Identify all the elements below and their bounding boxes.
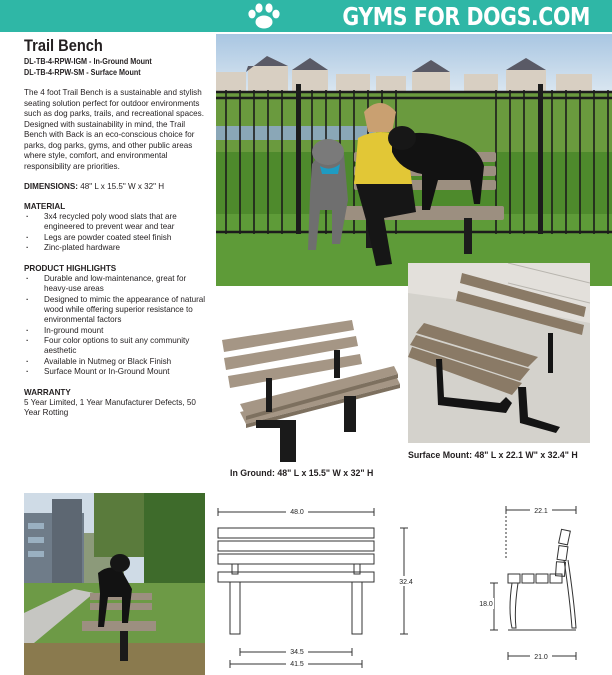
dimensions-label: DIMENSIONS: — [24, 182, 78, 191]
dim-side-base: 21.0 — [534, 654, 548, 661]
product-title: Trail Bench — [24, 36, 103, 55]
dim-front-base: 41.5 — [290, 661, 304, 668]
highlights-heading: PRODUCT HIGHLIGHTS — [24, 264, 117, 274]
dim-side-seat-height: 18.0 — [479, 601, 493, 608]
list-item: · Legs are powder coated steel finish — [24, 233, 210, 243]
hero-photo — [216, 34, 612, 286]
dimensions-line — [24, 182, 210, 191]
dimensions-value: 48" L x 15.5" W x 32" H — [80, 182, 165, 191]
list-item: · 3x4 recycled poly wood slats that are engineered to prevent wear and tear — [24, 212, 210, 233]
in-ground-caption: In Ground: 48" L x 15.5" W x 32" H — [230, 468, 374, 478]
list-item: · Zinc-plated hardware — [24, 243, 210, 253]
list-item: · Four color options to suit any community aesthetic — [24, 336, 210, 357]
list-item: · Available in Nutmeg or Black Finish — [24, 357, 210, 367]
material-list — [24, 212, 210, 253]
list-item: · In-ground mount — [24, 326, 210, 336]
surface-mount-bench-image — [408, 263, 590, 443]
brand-logo[interactable] — [246, 1, 590, 31]
material-heading: MATERIAL — [24, 202, 66, 211]
warranty-heading: WARRANTY — [24, 388, 71, 398]
brand-name: GYMS FOR DOGS.COM — [342, 1, 590, 31]
dim-front-leg-span: 34.5 — [290, 649, 304, 656]
lifestyle-photo — [24, 493, 205, 675]
product-details-column — [24, 36, 210, 419]
sku-in-ground: DL-TB-4-RPW-IGM - In-Ground Mount — [24, 57, 152, 66]
highlights-list — [24, 274, 210, 377]
side-elevation-drawing — [478, 500, 588, 672]
front-elevation-drawing — [214, 500, 420, 672]
surface-mount-caption: Surface Mount: 48" L x 22.1 W" x 32.4" H — [408, 450, 578, 460]
dim-side-depth: 22.1 — [534, 508, 548, 515]
in-ground-bench-image — [216, 292, 404, 464]
dim-front-width: 48.0 — [290, 509, 304, 516]
product-description: The 4 foot Trail Bench is a sustainable and stylish seating solution perfect for outdoor environments such as dog parks, trails, and recreational spaces. Designed with sustainability in mind, the Trail Bench with Back is an eco-conscious choice for parks, dog parks, gyms, and other public areas where style, comfort, and environmental responsibility are priorities. — [24, 88, 204, 171]
paw-print-icon — [246, 2, 282, 30]
list-item: · Surface Mount or In-Ground Mount — [24, 367, 210, 377]
dim-front-height: 32.4 — [399, 579, 413, 586]
sku-surface: DL-TB-4-RPW-SM - Surface Mount — [24, 68, 141, 77]
list-item: · Designed to mimic the appearance of natural wood while offering superior resistance to environmental factors — [24, 295, 210, 326]
list-item: · Durable and low-maintenance, great for heavy-use areas — [24, 274, 210, 295]
header-banner — [0, 0, 612, 32]
warranty-text: 5 Year Limited, 1 Year Manufacturer Defects, 50 Year Rotting — [24, 398, 196, 418]
